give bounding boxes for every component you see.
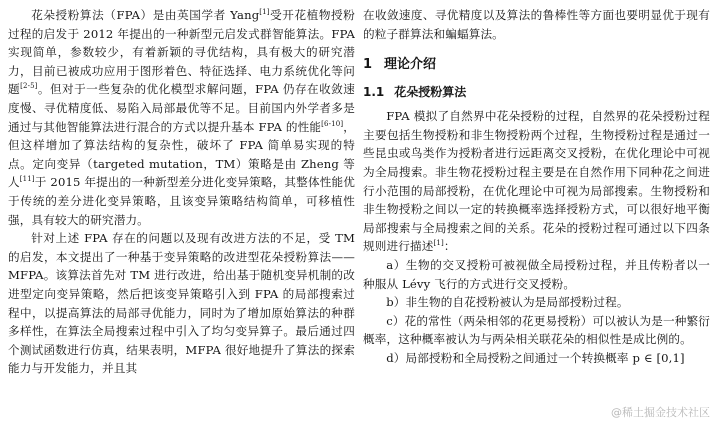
intro-paragraph-2: 针对上述 FPA 存在的问题以及现有改进方法的不足，受 TM 的启发，本文提出了一种基于变异策略的改进型花朵授粉算法——MFPA。该算法首先对 TM 进行改进，给出基于随机变异机制的改进型定向变异策略，然后把该变异策略引入到 FPA 的局部搜索过程中，以提高算法的局部寻优能力，同时为了增加原始算法的种群多样性，在算法全局搜索过程中引入了均匀变异算子。最后通过四个测试函数进行仿真，结果表明，MFPA 很好地提升了算法的探索能力与开发能力，并且其 (8, 231, 355, 376)
subsection-title: 花朵授粉算法 (394, 85, 467, 100)
continued-paragraph: 在收敛速度、寻优精度以及算法的鲁棒性等方面也要明显优于现有的粒子群算法和蝙蝠算法。 (363, 8, 710, 41)
subsection-heading (363, 83, 710, 101)
section-title: 理论介绍 (384, 57, 437, 73)
text-run: FPA 模拟了自然界中花朵授粉的过程，自然界的花朵授粉过程主要包括生物授粉和非生物授粉两个过程，生物授粉过程是通过一些昆虫或鸟类作为授粉者进行远距离交叉授粉，在优化理论中可视为全局搜索。非生物花授粉过程主要是在自然作用下同种花之间进行小范围的局部授粉，在优化理论中可视为局部搜索。生物授粉和非生物授粉之间以一定的转换概率选择授粉方式，可以很好地平衡局部搜索与全局搜索之间的关系。花朵的授粉过程可通过以下四条规则进行描述 (363, 109, 710, 254)
left-column (8, 6, 361, 426)
citation: [6-10] (321, 119, 344, 128)
section-heading (363, 55, 710, 75)
subsection-number: 1.1 (363, 85, 385, 100)
text-run: 花朵授粉算法（FPA）是由英国学者 Yang (31, 8, 260, 22)
rule-c: c）花的常性（两朵相邻的花更易授粉）可以被认为是一种繁衍概率，这种概率被认为与两朵相关联花朵的相似性是成比例的。 (363, 313, 710, 347)
rule-b: b）非生物的自花授粉被认为是局部授粉过程。 (386, 295, 629, 310)
fpa-description-paragraph (363, 107, 710, 256)
right-column (363, 6, 710, 426)
text-run: 。但对于一些复杂的优化模型求解问题，FPA 仍存在收敛速度慢、寻优精度低、易陷入局部最优等不足。目前国内外学者多是通过与其他智能算法进行混合的方式以提升基本 FPA 的性能 (8, 82, 355, 134)
text-run: 于 2015 年提出的一种新型差分进化变异策略，其整体性能优于传统的差分进化变异策略，且该变异策略结构简单，可移植性强，具有较大的研究潜力。 (8, 175, 355, 227)
text-run: 受开花植物授粉过程的启发于 2012 年提出的一种新型元启发式群智能算法。FPA 实现简单，参数较少，有着新颖的寻优结构，具有极大的研究潜力，目前已被成功应用于图形着色、特征选择、电力系统优化等问题 (8, 8, 355, 97)
citation: [1] (259, 8, 270, 17)
rule-a: a）生物的交叉授粉可被视做全局授粉过程，并且传粉者以一种服从 Lévy 飞行的方式进行交叉授粉。 (363, 257, 710, 291)
section-number: 1 (363, 57, 373, 73)
watermark: @稀土掘金技术社区 (611, 406, 710, 419)
rule-d: d）局部授粉和全局授粉之间通过一个转换概率 p ∈ [0,1] (386, 350, 685, 365)
citation: [2-5] (20, 82, 38, 91)
citation: [1] (433, 239, 444, 248)
intro-paragraph-1 (8, 6, 355, 229)
text-run: ： (443, 239, 456, 254)
citation: [11] (19, 175, 35, 184)
text-run: ，但这样增加了算法结构的复杂性，破坏了 FPA 简单易实现的特点。定向变异（targeted mutation，TM）策略是由 Zheng 等人 (8, 119, 355, 190)
